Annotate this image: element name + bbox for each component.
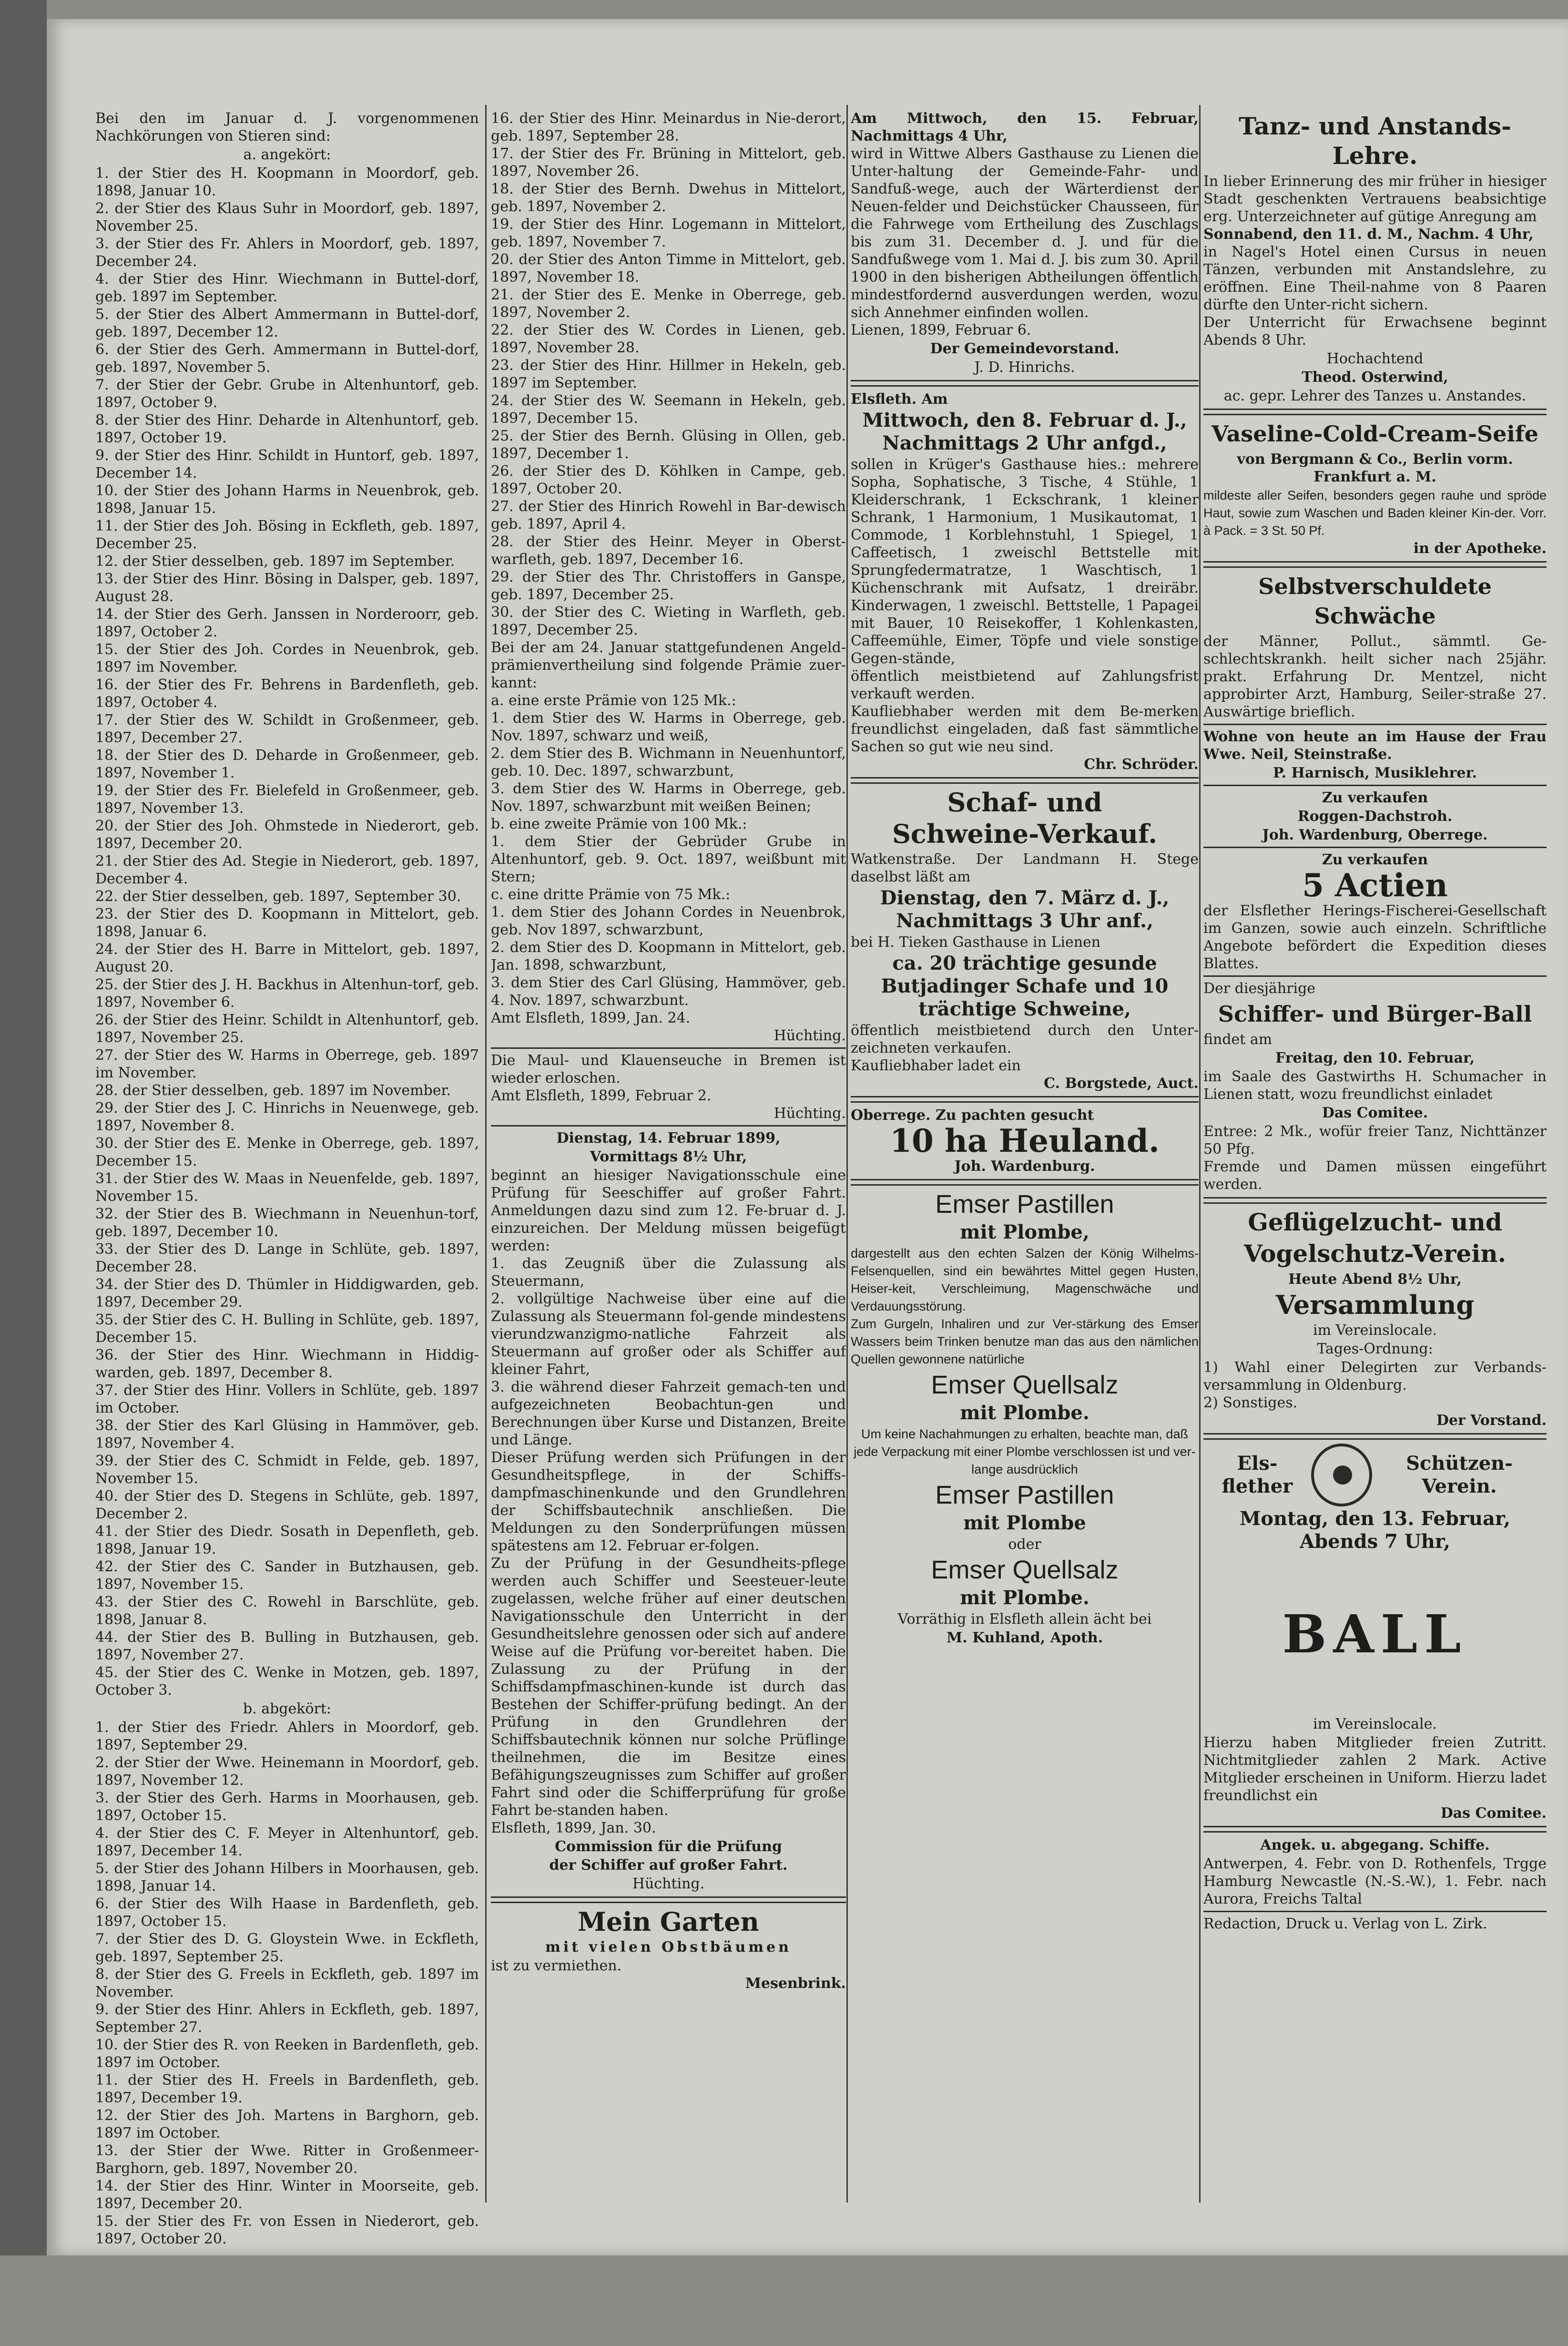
notice-signature: Hüchting. [774, 1105, 846, 1122]
list-item: 5. der Stier des Johann Hilbers in Moorhausen, geb. 1898, Januar 14. [95, 1860, 479, 1895]
list-item: 41. der Stier des Diedr. Sosath in Depenfleth, geb. 1898, Januar 19. [95, 1523, 479, 1557]
vaseline-body: mildeste aller Seifen, besonders gegen rauhe und spröde Haut, sowie zum Waschen und Baden kleiner Kin-der. Vorr. à Pack. = 3 St. 50 Pf. [1203, 488, 1547, 538]
schwaeche-body: der Männer, Pollut., sämmtl. Ge-schlechtskrankh. heilt sicher nach 25jähr. prakt. Erfahrung Dr. Mentzel, nicht approbirter Arzt, Hamburg, Seiler-straße 27. Auswärtige brieflich. [1203, 633, 1547, 720]
praemie-item: c. eine dritte Prämie von 75 Mk.: [491, 886, 731, 903]
garten-title: Mein Garten [578, 1906, 759, 1937]
list-item: 2. der Stier der Wwe. Heinemann in Moordorf, geb. 1897, November 12. [95, 1754, 479, 1789]
emser-title: Emser Pastillen [935, 1190, 1114, 1219]
column-2 [491, 110, 846, 2346]
notice-date: Lienen, 1899, Februar 6. [851, 322, 1031, 338]
list-item: 16. der Stier des Hinr. Meinardus in Nie-derort, geb. 1897, September 28. [491, 110, 846, 144]
quellsalz-subtitle: mit Plombe. [960, 1587, 1089, 1609]
schaf-body: öffentlich meistbietend durch den Unter-zeichneten verkaufen. [851, 1022, 1199, 1056]
divider [851, 777, 1199, 784]
schuetz-ball: BALL [1282, 1603, 1468, 1665]
ball-signature: Das Comitee. [1322, 1105, 1428, 1121]
list-item: 12. der Stier des Joh. Martens in Barghorn, geb. 1897 im October. [95, 2107, 479, 2141]
ball-body: Entree: 2 Mk., wofür freier Tanz, Nichttänzer 50 Pfg. [1203, 1123, 1547, 1158]
garten-subtitle: mit vielen Obstbäumen [545, 1939, 792, 1956]
vogel-signature: Der Vorstand. [1436, 1412, 1547, 1429]
list-item: 24. der Stier des W. Seemann in Hekeln, geb. 1897, December 15. [491, 392, 846, 427]
dach-body: Roggen-Dachstroh. [1297, 808, 1453, 825]
list-angekoert [95, 164, 479, 1699]
pruefung-body: Zu der Prüfung in der Gesundheits-pflege werden auch Schiffer und Seesteuer-leute zugelassen, welche früher auf einer deutschen Navigationsschule den Unterricht in der Gesundheitslehre genossen oder sich auf andere Weise auf die Prüfung vor-bereitet haben. Die Zulassung zu der Prüfung in der Schiffsdampfmaschinen-kunde ist durch das Bestehen der Schiffer-prüfung bedingt. An der Prüfung in den Grundlehren der Schiffsbautechnik können nur solche Prüflinge theilnehmen, die im Besitze eines Befähigungszeugnisses zum Schiffer auf großer Fahrt sind oder die Schifferprüfung für große Fahrt be-standen haben. [491, 1555, 846, 1819]
list-item: 30. der Stier des C. Wieting in Warfleth, geb. 1897, December 25. [491, 604, 846, 638]
list-item: 18. der Stier des D. Deharde in Großenmeer, geb. 1897, November 1. [95, 747, 479, 781]
vaseline-title: Vaseline-Cold-Cream-Seife [1212, 421, 1538, 447]
divider [1203, 1911, 1547, 1912]
divider [1203, 1433, 1547, 1440]
pruefung-date: Dienstag, 14. Februar 1899, [556, 1130, 781, 1147]
notice-date: Amt Elsfleth, 1899, Jan. 24. [491, 1010, 691, 1026]
vogel-title: Vogelschutz-Verein. [1243, 1240, 1507, 1268]
list-item: 23. der Stier des D. Koopmann in Mittelort, geb. 1898, Januar 6. [95, 906, 479, 940]
list-item: 18. der Stier des Bernh. Dwehus in Mittelort, geb. 1897, November 2. [491, 181, 846, 215]
list-item: 28. der Stier desselben, geb. 1897 im November. [95, 1082, 451, 1099]
emser-body: dargestellt aus den echten Salzen der König Wilhelms-Felsenquellen, sind ein bewährtes Mittel gegen Husten, Heiser-keit, Verschleimung, Magenschwäche und Verdauungsstörung. [851, 1246, 1199, 1313]
ball-body: Fremde und Damen müssen eingeführt werden. [1203, 1158, 1547, 1193]
ball-date: Freitag, den 10. Februar, [1275, 1050, 1475, 1066]
list-item: 33. der Stier des D. Lange in Schlüte, geb. 1897, December 28. [95, 1241, 479, 1275]
list-item: 10. der Stier des Johann Harms in Neuenbrok, geb. 1898, Januar 15. [95, 482, 479, 517]
praemie-item: b. eine zweite Prämie von 100 Mk.: [491, 816, 747, 832]
list-item: 17. der Stier des W. Schildt in Großenmeer, geb. 1897, December 27. [95, 712, 479, 746]
tanz-date: Sonnabend, den 11. d. M., Nachm. 4 Uhr, [1203, 226, 1534, 243]
list-item: 45. der Stier des C. Wenke in Motzen, geb. 1897, October 3. [95, 1664, 479, 1699]
quellsalz-body: Um keine Nachahmungen zu erhalten, beachte man, daß jede Verpackung mit einer Plombe verschlossen ist und ver-lange ausdrücklich [854, 1427, 1196, 1476]
tanz-signature: Theod. Osterwind, [1302, 369, 1448, 386]
list-item: 8. der Stier des G. Freels in Eckfleth, geb. 1897 im November. [95, 1966, 479, 2000]
tanz-body: In lieber Erinnerung des mir früher in hiesiger Stadt geschenkten Vertrauens beabsichtige erg. Unterzeichneter auf gütige Anregung am [1203, 173, 1547, 225]
divider [851, 380, 1199, 387]
schaf-body: Kaufliebhaber ladet ein [851, 1057, 1021, 1074]
list-item: 5. der Stier des Albert Ammermann in Buttel-dorf, geb. 1897, December 12. [95, 306, 479, 340]
list-item: 15. der Stier des Joh. Cordes in Neuenbrok, geb. 1897 im November. [95, 641, 479, 676]
praemie-item: 2. dem Stier des D. Koopmann in Mittelort, geb. Jan. 1898, schwarzbunt, [491, 939, 846, 973]
pruefung-item: 2. vollgültige Nachweise über eine auf die Zulassung als Steuermann fol-gende mindestens vierundzwanzigmo-natliche Fahrzeit als Steuermann auf großer oder als Schiffer auf kleiner Fahrt, [491, 1291, 846, 1378]
heading-abgekoert: b. abgekört: [243, 1701, 332, 1717]
column-rule [485, 105, 487, 2203]
pruefung-item: 3. die während dieser Fahrzeit gemach-ten und aufgezeichneten Beobachtun-gen und Berechnungen über Kurse und Distanzen, Breite und Länge. [491, 1379, 846, 1448]
list-item: 30. der Stier des E. Menke in Oberrege, geb. 1897, December 15. [95, 1135, 479, 1169]
ball-title: Schiffer- und Bürger-Ball [1218, 1001, 1532, 1027]
divider [491, 1047, 846, 1049]
dach-signature: Joh. Wardenburg, Oberrege. [1262, 827, 1488, 843]
tanz-title-sub: ac. gepr. Lehrer des Tanzes u. Anstandes. [1223, 388, 1527, 404]
vaseline-where: in der Apotheke. [1413, 540, 1547, 557]
elsfleth-body: öffentlich meistbietend auf Zahlungsfrist verkauft werden. [851, 668, 1199, 702]
pruefung-item: 1. das Zeugniß über die Zulassung als Steuermann, [491, 1255, 846, 1290]
page-edge-shadow [0, 0, 47, 2255]
list-item: 43. der Stier des C. Rowehl in Barschlüte, geb. 1898, Januar 8. [95, 1594, 479, 1628]
list-item: 2. der Stier des Klaus Suhr in Moordorf, geb. 1897, November 25. [95, 200, 479, 235]
divider [851, 1096, 1199, 1103]
list-item: 11. der Stier des H. Freels in Bardenfleth, geb. 1897, December 19. [95, 2072, 479, 2106]
notice-signature: C. Borgstede, Auct. [1044, 1075, 1199, 1092]
praemie-item: a. eine erste Prämie von 125 Mk.: [491, 692, 736, 709]
notice-signature: Hüchting. [632, 1875, 705, 1892]
list-item: 36. der Stier des Hinr. Wiechmann in Hiddig-warden, geb. 1897, December 8. [95, 1347, 479, 1381]
list-item: 16. der Stier des Fr. Behrens in Bardenfleth, geb. 1897, October 4. [95, 676, 479, 711]
tanz-body: Der Unterricht für Erwachsene beginnt Abends 8 Uhr. [1203, 314, 1547, 348]
list-item: 26. der Stier des Heinr. Schildt in Altenhuntorf, geb. 1897, November 25. [95, 1012, 479, 1046]
list-item: 15. der Stier des Fr. von Essen in Niederort, geb. 1897, October 20. [95, 2213, 479, 2247]
list-item: 21. der Stier des E. Menke in Oberrege, geb. 1897, November 2. [491, 287, 846, 321]
list-item: 24. der Stier des H. Barre in Mittelort, geb. 1897, August 20. [95, 941, 479, 975]
list-item: 35. der Stier des C. H. Bulling in Schlüte, geb. 1897, December 15. [95, 1311, 479, 1346]
imprint: Redaction, Druck u. Verlag von L. Zirk. [1203, 1916, 1487, 1932]
list-item: 22. der Stier des W. Cordes in Lienen, geb. 1897, November 28. [491, 322, 846, 356]
list-item: 25. der Stier des J. H. Backhus in Altenhun-torf, geb. 1897, November 6. [95, 976, 479, 1011]
list-item: 39. der Stier des C. Schmidt in Felde, geb. 1897, November 15. [95, 1453, 479, 1487]
schiffe-title: Angek. u. abgegang. Schiffe. [1260, 1837, 1490, 1854]
list-item: 23. der Stier des Hinr. Hillmer in Hekeln, geb. 1897 im September. [491, 357, 846, 391]
list-item: 38. der Stier des Karl Glüsing in Hammöver, geb. 1897, November 4. [95, 1417, 479, 1452]
schuetz-where: im Vereinslocale. [1313, 1716, 1437, 1732]
vaseline-firm: von Bergmann & Co., Berlin vorm. Frankfurt a. M. [1237, 451, 1513, 485]
notice-authority: Der Gemeindevorstand. [930, 340, 1120, 357]
schaf-body: bei H. Tieken Gasthause in Lienen [851, 934, 1101, 951]
vogel-versammlung: Versammlung [1275, 1290, 1475, 1320]
ball-top: Der diesjährige [1203, 980, 1316, 997]
list-item: 44. der Stier des B. Bulling in Butzhausen, geb. 1897, November 27. [95, 1629, 479, 1663]
list-item: 12. der Stier desselben, geb. 1897 im September. [95, 553, 455, 570]
quellsalz-title: Emser Quellsalz [931, 1371, 1119, 1399]
column-1 [95, 110, 479, 2346]
elsfleth-date: Mittwoch, den 8. Februar d. J., Nachmittags 2 Uhr anfgd., [862, 409, 1187, 454]
heuland-signature: Joh. Wardenburg. [954, 1158, 1095, 1175]
elsfleth-body: Kaufliebhaber werden mit dem Be-merken freundlichst eingeladen, daß fast sämmtliche Sachen so gut wie neu sind. [851, 703, 1199, 755]
list-item: 4. der Stier des C. F. Meyer in Altenhuntorf, geb. 1897, December 14. [95, 1825, 479, 1859]
schuetz-header [1203, 1444, 1547, 1506]
dach-top: Zu verkaufen [1322, 789, 1428, 806]
list-item: 42. der Stier des C. Sander in Butzhausen, geb. 1897, November 15. [95, 1558, 479, 1593]
schaf-title: Schweine-Verkauf. [892, 819, 1158, 849]
list-item: 7. der Stier des D. G. Gloystein Wwe. in Eckfleth, geb. 1897, September 25. [95, 1931, 479, 1965]
garten-text: ist zu vermiethen. [491, 1957, 622, 1974]
divider [1203, 409, 1547, 415]
tanz-greeting: Hochachtend [1326, 350, 1424, 367]
column-rule [1199, 105, 1201, 2203]
heading-angekoert: a. angekört: [243, 146, 331, 163]
pruefung-body: Dieser Prüfung werden sich Prüfungen in der Gesundheitspflege, in der Schiffs-dampfmaschinenkunde und den Grundlehren der Schiffsbautechnik anschließen. Die Meldungen zu den Sonderprüfungen müssen spätestens am 12. Februar er-folgen. [491, 1449, 846, 1554]
elsfleth-body: sollen in Krüger's Gasthause hies.: mehrere Sopha, Sophatische, 3 Tische, 4 Stühle, 1 Kleiderschrank, 1 Eckschrank, 1 kleiner Schrank, 1 Harmonium, 1 Musikautomat, 1 Commode, 1 Korblehnstuhl, 1 Spiegel, 1 Caffeetisch, 1 zweischl Bettstelle mit Sprungfedermatratze, 1 Waschtisch, 1 Küchenschrank mit Aufsatz, 1 dreiräbr. Kinderwagen, 1 zweischl. Bettstelle, 1 Papagei mit Bauer, 10 Reisekoffer, 1 Kohlenkasten, Caffeemühle, Eimer, Töpfe und viele sonstige Gegen-stände, [851, 456, 1199, 667]
emser-oder: oder [1008, 1536, 1041, 1553]
list-item: 28. der Stier des Heinr. Meyer in Oberst-warfleth, geb. 1897, December 16. [491, 533, 846, 568]
list-item: 17. der Stier des Fr. Brüning in Mittelort, geb. 1897, November 26. [491, 145, 846, 180]
list-item: 20. der Stier des Joh. Ohmstede in Niederort, geb. 1897, December 20. [95, 818, 479, 852]
ball-body: findet am [1203, 1031, 1273, 1048]
garten-signature: Mesenbrink. [745, 1975, 846, 1992]
praemie-item: 2. dem Stier des B. Wichmann in Neuenhuntorf, geb. 10. Dec. 1897, schwarzbunt, [491, 745, 846, 779]
divider [1203, 847, 1547, 848]
quellsalz-title: Emser Quellsalz [931, 1556, 1119, 1584]
divider [1203, 561, 1547, 568]
heuland-title: 10 ha Heuland. [890, 1122, 1160, 1159]
vogel-where: im Vereinslocale. [1313, 1322, 1437, 1339]
tanz-body: in Nagel's Hotel einen Cursus in neuen Tänzen, verbunden mit Anstandslehre, zu eröffnen. Eine Theil-nahme von 8 Paaren dürfte den Unter-richt sichern. [1203, 244, 1547, 313]
heuland-top: Oberrege. Zu pachten gesucht [851, 1107, 1094, 1124]
emser-vorraethig: Vorräthig in Elsfleth allein ächt bei [897, 1611, 1152, 1628]
list-item: 6. der Stier des Gerh. Ammermann in Buttel-dorf, geb. 1897, November 5. [95, 341, 479, 376]
list-item: 3. der Stier des Fr. Ahlers in Moordorf, geb. 1897, December 24. [95, 236, 479, 270]
list-item: 40. der Stier des D. Stegens in Schlüte, geb. 1897, December 2. [95, 1488, 479, 1522]
emser-subtitle: mit Plombe [963, 1512, 1086, 1534]
column-3 [851, 110, 1199, 2346]
list-item: 26. der Stier des D. Köhlken in Campe, geb. 1897, October 20. [491, 463, 846, 497]
list-abgekoert [95, 1719, 479, 2248]
divider [851, 1179, 1199, 1186]
divider [1203, 724, 1547, 725]
list-item: 22. der Stier desselben, geb. 1897, September 30. [95, 888, 461, 905]
praemie-item: 1. dem Stier des Johann Cordes in Neuenbrok, geb. Nov 1897, schwarzbunt, [491, 904, 846, 938]
list-item: 37. der Stier des Hinr. Vollers in Schlüte, geb. 1897 im October. [95, 1382, 479, 1416]
ball-body: im Saale des Gastwirths H. Schumacher in Lienen statt, wozu freundlichst einladet [1203, 1068, 1547, 1103]
list-item: 11. der Stier des Joh. Bösing in Eckfleth, geb. 1897, December 25. [95, 518, 479, 552]
list-item: 29. der Stier des Thr. Christoffers in Ganspe, geb. 1897, December 25. [491, 569, 846, 603]
commission-title: der Schiffer auf großer Fahrt. [549, 1857, 788, 1874]
quellsalz-subtitle: mit Plombe. [960, 1402, 1089, 1424]
wohne-body: Wohne von heute an im Hause der Frau Wwe. Neil, Steinstraße. [1203, 728, 1547, 763]
list-item: 29. der Stier des J. C. Hinrichs in Neuenwege, geb. 1897, November 8. [95, 1100, 479, 1134]
vogel-title: Geflügelzucht- und [1248, 1208, 1502, 1236]
wohne-signature: P. Harnisch, Musiklehrer. [1273, 765, 1477, 781]
column-4 [1203, 110, 1547, 2346]
list-item: 3. der Stier des Gerh. Harms in Moorhausen, geb. 1897, October 15. [95, 1790, 479, 1824]
list-item: 1. der Stier des Friedr. Ahlers in Moordorf, geb. 1897, September 29. [95, 1719, 479, 1753]
schuetz-body: Hierzu haben Mitglieder freien Zutritt. Nichtmitglieder zahlen 2 Mark. Active Mitglieder erscheinen in Uniform. Hierzu ladet freundlichst ein [1203, 1734, 1547, 1804]
list-item: 13. der Stier der Wwe. Ritter in Großenmeer-Barghorn, geb. 1897, November 20. [95, 2142, 479, 2177]
list-item: 27. der Stier des Hinrich Rowehl in Bar-dewisch geb. 1897, April 4. [491, 498, 846, 533]
schuetz-left: Els-flether [1222, 1452, 1293, 1497]
list-item: 32. der Stier des B. Wiechmann in Neuenhun-torf, geb. 1897, December 10. [95, 1206, 479, 1240]
list-item: 8. der Stier des Hinr. Deharde in Altenhuntorf, geb. 1897, October 19. [95, 412, 479, 446]
list-item: 21. der Stier des Ad. Stegie in Niederort, geb. 1897, December 4. [95, 853, 479, 887]
list-item: 31. der Stier des W. Maas in Neuenfelde, geb. 1897, November 15. [95, 1170, 479, 1205]
emser-signature: M. Kuhland, Apoth. [946, 1629, 1103, 1646]
vogel-agenda-item: 2) Sonstiges. [1203, 1394, 1298, 1411]
koerung-intro: Bei den im Januar d. J. vorgenommenen Nachkörungen von Stieren sind: [95, 110, 479, 144]
list-item: 7. der Stier der Gebr. Grube in Altenhuntorf, geb. 1897, October 9. [95, 377, 479, 411]
list-item: 13. der Stier des Hinr. Bösing in Dalsper, geb. 1897, August 28. [95, 571, 479, 605]
schuetz-date: Montag, den 13. Februar, Abends 7 Uhr, [1240, 1507, 1510, 1553]
list-item: 4. der Stier des Hinr. Wiechmann in Buttel-dorf, geb. 1897 im September. [95, 271, 479, 305]
list-item: 9. der Stier des Hinr. Schildt in Huntorf, geb. 1897, December 14. [95, 447, 479, 481]
praemie-item: 3. dem Stier des Carl Glüsing, Hammöver, geb. 4. Nov. 1897, schwarzbunt. [491, 974, 846, 1009]
list-item: 1. der Stier des H. Koopmann in Moordorf, geb. 1898, Januar 10. [95, 165, 479, 199]
list-item: 27. der Stier des W. Harms in Oberrege, geb. 1897 im November. [95, 1047, 479, 1081]
praemie-item: 1. dem Stier des W. Harms in Oberrege, geb. Nov. 1897, schwarz und weiß, [491, 710, 846, 744]
schaf-title: Schaf- und [947, 787, 1102, 818]
divider [1203, 785, 1547, 786]
auction-headline: Am Mittwoch, den 15. Februar, Nachmittags 4 Uhr, [851, 110, 1199, 144]
vogel-agenda-head: Tages-Ordnung: [1317, 1341, 1433, 1357]
list-item: 19. der Stier des Hinr. Logemann in Mittelort, geb. 1897, November 7. [491, 216, 846, 250]
pruefung-time: Vormittags 8½ Uhr, [590, 1148, 747, 1165]
seuche-text: Die Maul- und Klauenseuche in Bremen ist wieder erloschen. [491, 1052, 846, 1086]
actien-top: Zu verkaufen [1322, 851, 1428, 868]
schuetz-right: Schützen-Verein. [1406, 1452, 1513, 1497]
notice-signature: Hüchting. [774, 1027, 846, 1044]
divider [1203, 1197, 1547, 1204]
elsfleth-head: Elsfleth. Am [851, 391, 948, 408]
schaf-items: ca. 20 trächtige gesunde Butjadinger Schafe und 10 trächtige Schweine, [881, 952, 1169, 1020]
list-item: 14. der Stier des Hinr. Winter in Moorseite, geb. 1897, December 20. [95, 2178, 479, 2212]
emser-body: Zum Gurgeln, Inhaliren und zur Ver-stärkung des Emser Wassers beim Trinken benutze man das aus den nämlichen Quellen gewonnene natürliche [851, 1317, 1199, 1366]
column-rule [846, 105, 848, 2203]
commission-title: Commission für die Prüfung [555, 1838, 782, 1855]
praemie-item: 3. dem Stier des W. Harms in Oberrege, geb. Nov. 1897, schwarzbunt mit weißen Beinen; [491, 780, 846, 815]
list-item: 19. der Stier des Fr. Bielefeld in Großenmeer, geb. 1897, November 13. [95, 782, 479, 817]
list-item: 34. der Stier des D. Thümler in Hiddigwarden, geb. 1897, December 29. [95, 1276, 479, 1311]
pruefung-body: beginnt an hiesiger Navigationsschule eine Prüfung für Seeschiffer auf großer Fahrt. Anmeldungen dazu sind zum 12. Fe-bruar d. J. einzureichen. Der Meldung müssen beigefügt werden: [491, 1167, 846, 1254]
vogel-when: Heute Abend 8½ Uhr, [1288, 1271, 1462, 1288]
target-emblem-icon [1311, 1444, 1372, 1506]
list-item: 10. der Stier des R. von Reeken in Bardenfleth, geb. 1897 im October. [95, 2037, 479, 2071]
list-item: 14. der Stier des Gerh. Janssen in Norderoorr, geb. 1897, October 2. [95, 606, 479, 640]
notice-signature: Chr. Schröder. [1084, 756, 1199, 773]
actien-title: 5 Actien [1302, 867, 1448, 904]
list-item: 25. der Stier des Bernh. Glüsing in Ollen, geb. 1897, December 1. [491, 428, 846, 462]
notice-date: Elsfleth, 1899, Jan. 30. [491, 1820, 656, 1836]
auction-body: wird in Wittwe Albers Gasthause zu Lienen die Unter-haltung der Gemeinde-Fahr- und Sandfuß-wege, auch der Wärterdienst der Neuen-felder und Deichstücker Chausseen, für die Fahrwege vom Ertheilung des Zuschlags bis zum 31. December d. J. und für die Sandfußwege vom 1. Mai d. J. bis zum 30. April 1900 in den bisherigen Abtheilungen öffentlich mindestfordernd ausverdungen werden, wozu sich Annehmer einfinden wollen. [851, 145, 1199, 321]
list-item: 20. der Stier des Anton Timme in Mittelort, geb. 1897, November 18. [491, 251, 846, 286]
list-item: 9. der Stier des Hinr. Ahlers in Eckfleth, geb. 1897, September 27. [95, 2001, 479, 2036]
divider [491, 1125, 846, 1127]
notice-signature: J. D. Hinrichs. [974, 359, 1075, 376]
tanz-title: Tanz- und Anstands-Lehre. [1239, 112, 1511, 170]
notice-date: Amt Elsfleth, 1899, Februar 2. [491, 1087, 712, 1104]
schwaeche-title: Selbstverschuldete Schwäche [1258, 574, 1492, 629]
actien-body: der Elsflether Herings-Fischerei-Gesellschaft im Ganzen, sowie auch einzeln. Schriftliche Angebote befördert die Expedition dieses Blattes. [1203, 902, 1547, 972]
divider [1203, 1826, 1547, 1833]
vogel-agenda-item: 1) Wahl einer Delegirten zur Verbands-versammlung in Oldenburg. [1203, 1359, 1547, 1393]
schaf-date: Dienstag, den 7. März d. J., Nachmittags 3 Uhr anf., [880, 887, 1170, 932]
schaf-body: Watkenstraße. Der Landmann H. Stege daselbst läßt am [851, 851, 1199, 885]
praemie-item: 1. dem Stier der Gebrüder Grube in Altenhuntorf, geb. 9. Oct. 1897, weißbunt mit Stern; [491, 833, 846, 885]
divider [1203, 975, 1547, 977]
schiffe-body: Antwerpen, 4. Febr. von D. Rothenfels, Trgge Hamburg Newcastle (N.-S.-W.), 1. Febr. nach Aurora, Freichs Taltal [1203, 1855, 1547, 1907]
schuetz-signature: Das Comitee. [1440, 1805, 1547, 1822]
divider [491, 1896, 846, 1903]
praemien-intro: Bei der am 24. Januar stattgefundenen Angeld-prämienvertheilung sind folgende Prämie zuer-kannt: [491, 639, 846, 691]
emser-title: Emser Pastillen [935, 1481, 1114, 1509]
emser-subtitle: mit Plombe, [960, 1221, 1089, 1243]
list-item: 6. der Stier des Wilh Haase in Bardenfleth, geb. 1897, October 15. [95, 1895, 479, 1930]
